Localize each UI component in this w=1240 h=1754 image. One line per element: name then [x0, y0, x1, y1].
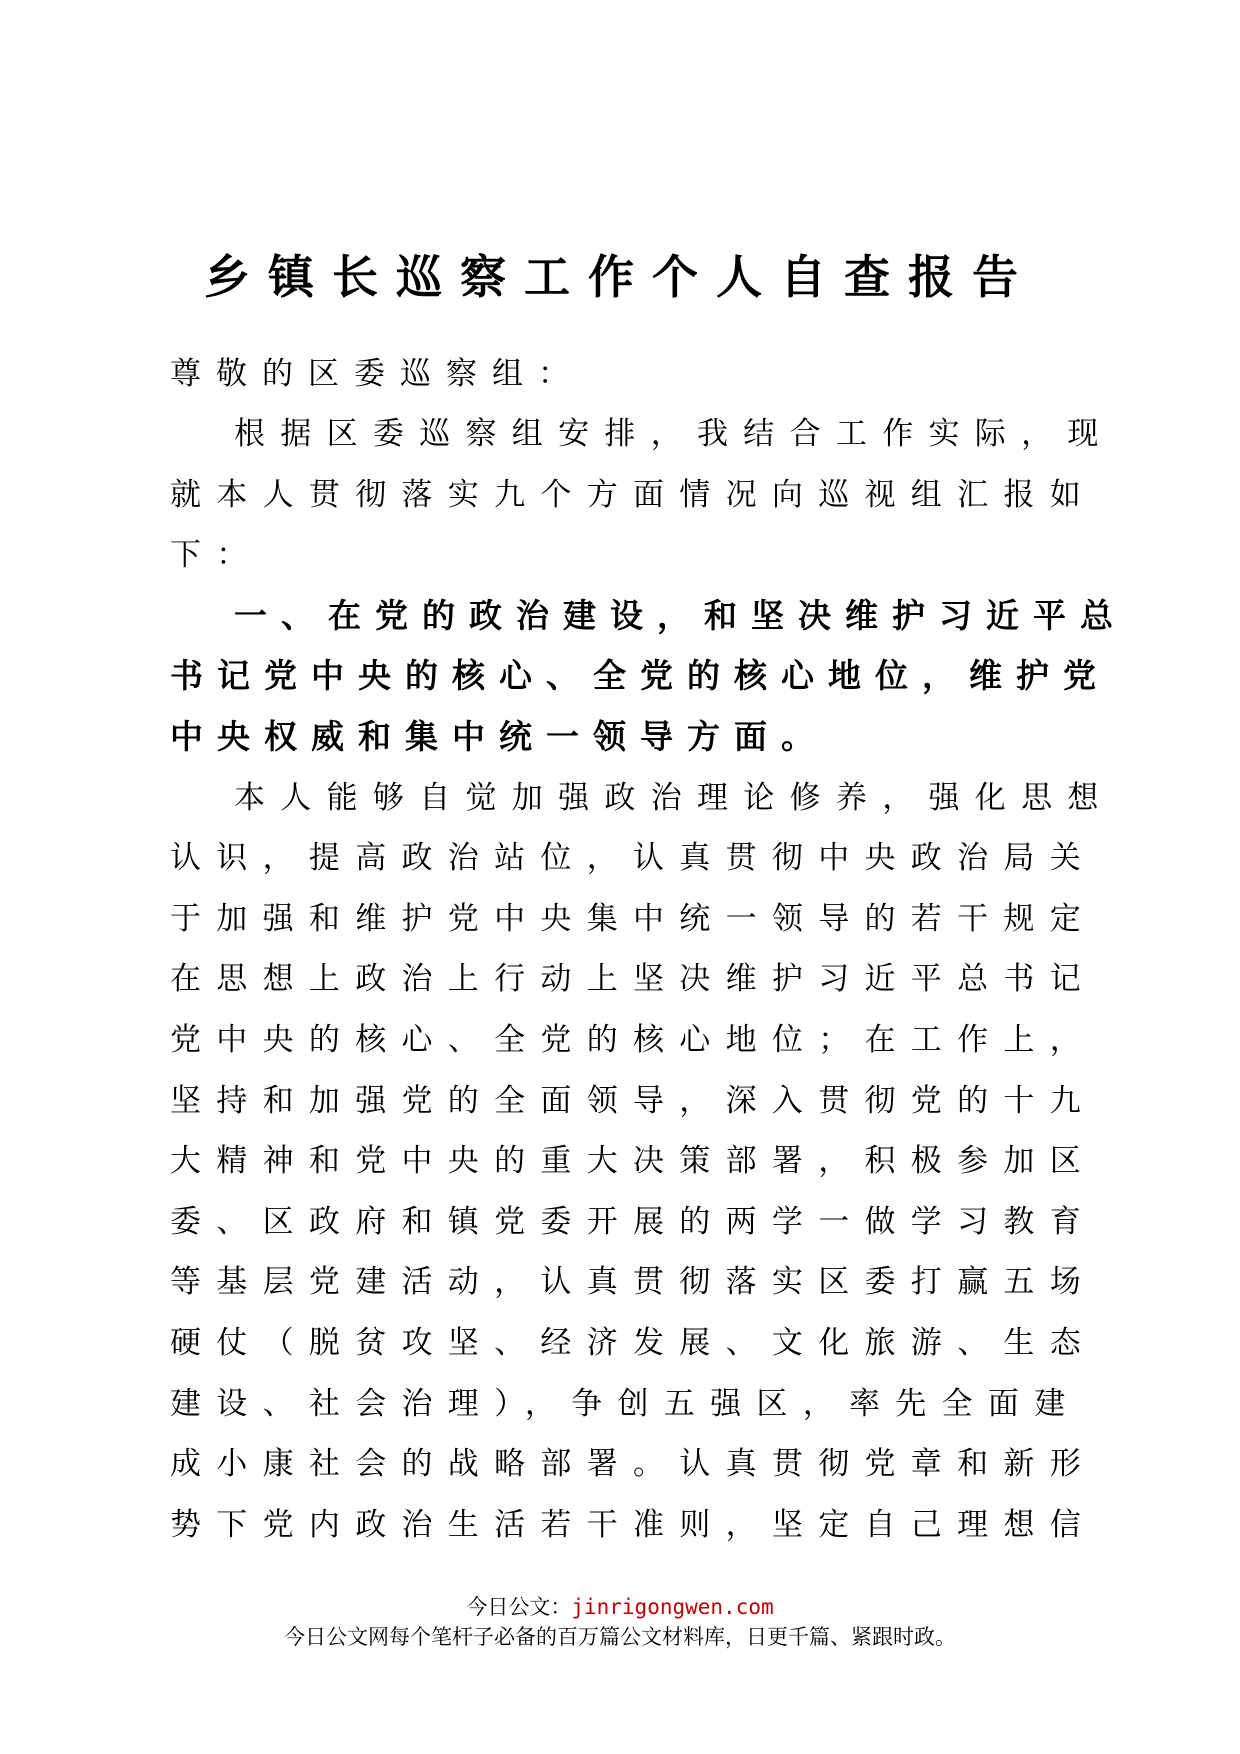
- footer-site-link[interactable]: jinrigongwen.com: [571, 1595, 774, 1619]
- body-line: 党中央的核心、全党的核心地位；在工作上，: [170, 1021, 1096, 1058]
- body-line: 在思想上政治上行动上坚决维护习近平总书记: [170, 961, 1096, 998]
- body-line: 成小康社会的战略部署。认真贯彻党章和新形: [170, 1446, 1096, 1483]
- body-line: 委、区政府和镇党委开展的两学一做学习教育: [170, 1203, 1096, 1240]
- intro-line: 就本人贯彻落实九个方面情况向巡视组汇报如: [170, 476, 1096, 513]
- salutation: 尊敬的区委巡察组：: [170, 356, 584, 392]
- footer-label: 今日公文：: [466, 1595, 572, 1619]
- body-line: 等基层党建活动，认真贯彻落实区委打赢五场: [170, 1264, 1096, 1301]
- body-line: 坚持和加强党的全面领导，深入贯彻党的十九: [170, 1082, 1096, 1119]
- intro-paragraph: [170, 404, 1114, 586]
- body-paragraph: [170, 768, 1114, 1556]
- body-line: 认识，提高政治站位，认真贯彻中央政治局关: [170, 840, 1096, 877]
- heading-line: 中央权威和集中统一领导方面。: [170, 716, 828, 756]
- heading-line: 书记党中央的核心、全党的核心地位，维护党: [170, 656, 1110, 696]
- intro-line: 根据区委巡察组安排，我结合工作实际，现: [234, 416, 1114, 452]
- document-body: [170, 344, 1127, 1555]
- body-line: 大精神和党中央的重大决策部署，积极参加区: [170, 1143, 1096, 1180]
- body-line: 势下党内政治生活若干准则，坚定自己理想信: [170, 1506, 1096, 1543]
- body-line: 本人能够自觉加强政治理论修养，强化思想: [234, 779, 1114, 816]
- footer-tagline: 今日公文网每个笔杆子必备的百万篇公文材料库，日更千篇、紧跟时政。: [284, 1625, 956, 1649]
- body-line: 硬仗（脱贫攻坚、经济发展、文化旅游、生态: [170, 1324, 1096, 1361]
- body-line: 建设、社会治理），争创五强区，率先全面建: [170, 1385, 1081, 1422]
- heading-line: 一、在党的政治建设，和坚决维护习近平总: [234, 595, 1127, 635]
- intro-line: 下：: [170, 537, 263, 574]
- body-line: 于加强和维护党中央集中统一领导的若干规定: [170, 900, 1096, 937]
- section-heading: [170, 586, 1127, 768]
- footer-site-line: [0, 1592, 1240, 1622]
- page-footer: [0, 1592, 1240, 1652]
- document-title: 乡镇长巡察工作个人自查报告: [204, 250, 1036, 304]
